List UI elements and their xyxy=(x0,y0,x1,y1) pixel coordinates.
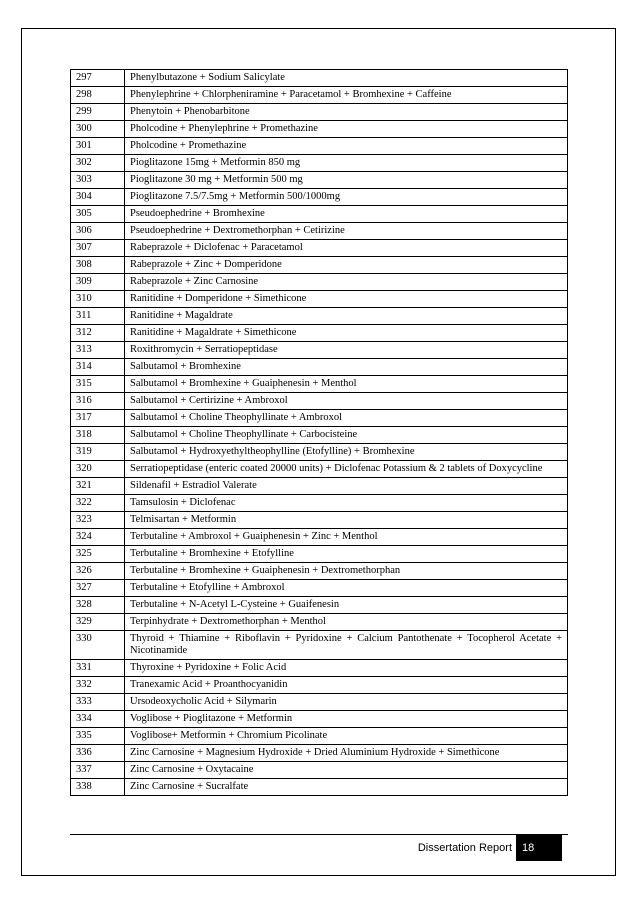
table-row xyxy=(71,342,568,359)
drug-combination: Terbutaline + Ambroxol + Guaiphenesin + Zinc + Menthol xyxy=(125,529,568,546)
table-row xyxy=(71,393,568,410)
table-row xyxy=(71,563,568,580)
table-row xyxy=(71,359,568,376)
row-number: 303 xyxy=(71,172,125,189)
row-number: 307 xyxy=(71,240,125,257)
table-row xyxy=(71,308,568,325)
row-number: 300 xyxy=(71,121,125,138)
row-number: 319 xyxy=(71,444,125,461)
drug-combination: Voglibose+ Metformin + Chromium Picolinate xyxy=(125,728,568,745)
row-number: 326 xyxy=(71,563,125,580)
table-row xyxy=(71,512,568,529)
row-number: 322 xyxy=(71,495,125,512)
row-number: 323 xyxy=(71,512,125,529)
drug-combination: Salbutamol + Bromhexine + Guaiphenesin + Menthol xyxy=(125,376,568,393)
drug-combination: Terpinhydrate + Dextromethorphan + Menthol xyxy=(125,614,568,631)
table-row xyxy=(71,444,568,461)
drug-combination: Terbutaline + Bromhexine + Etofylline xyxy=(125,546,568,563)
drug-combination: Sildenafil + Estradiol Valerate xyxy=(125,478,568,495)
row-number: 327 xyxy=(71,580,125,597)
drug-combination: Rabeprazole + Diclofenac + Paracetamol xyxy=(125,240,568,257)
drug-combination: Ursodeoxycholic Acid + Silymarin xyxy=(125,694,568,711)
row-number: 316 xyxy=(71,393,125,410)
table-body xyxy=(71,70,568,796)
row-number: 315 xyxy=(71,376,125,393)
table-row xyxy=(71,660,568,677)
drug-combination: Terbutaline + N-Acetyl L-Cysteine + Guaifenesin xyxy=(125,597,568,614)
row-number: 338 xyxy=(71,779,125,796)
drug-combination: Telmisartan + Metformin xyxy=(125,512,568,529)
drug-combination: Phenylephrine + Chlorpheniramine + Paracetamol + Bromhexine + Caffeine xyxy=(125,87,568,104)
row-number: 329 xyxy=(71,614,125,631)
table-row xyxy=(71,779,568,796)
row-number: 313 xyxy=(71,342,125,359)
row-number: 301 xyxy=(71,138,125,155)
row-number: 297 xyxy=(71,70,125,87)
drug-combination: Roxithromycin + Serratiopeptidase xyxy=(125,342,568,359)
drug-combination: Pioglitazone 7.5/7.5mg + Metformin 500/1000mg xyxy=(125,189,568,206)
row-number: 298 xyxy=(71,87,125,104)
row-number: 333 xyxy=(71,694,125,711)
drug-combination: Tranexamic Acid + Proanthocyanidin xyxy=(125,677,568,694)
drug-combination: Pioglitazone 30 mg + Metformin 500 mg xyxy=(125,172,568,189)
page-footer xyxy=(70,835,568,862)
table-row xyxy=(71,631,568,660)
table-row xyxy=(71,155,568,172)
row-number: 302 xyxy=(71,155,125,172)
table-row xyxy=(71,104,568,121)
drug-combination: Salbutamol + Certirizine + Ambroxol xyxy=(125,393,568,410)
table-row xyxy=(71,138,568,155)
table-row xyxy=(71,495,568,512)
drug-combination: Pseudoephedrine + Bromhexine xyxy=(125,206,568,223)
table-row xyxy=(71,257,568,274)
row-number: 335 xyxy=(71,728,125,745)
table-row xyxy=(71,291,568,308)
drug-combination: Ranitidine + Magaldrate xyxy=(125,308,568,325)
page-number: 18 xyxy=(516,835,562,861)
table-row xyxy=(71,223,568,240)
table-row xyxy=(71,70,568,87)
footer-title: Dissertation Report xyxy=(417,842,512,854)
row-number: 320 xyxy=(71,461,125,478)
fdc-drug-table xyxy=(70,69,568,796)
table-row xyxy=(71,694,568,711)
drug-combination: Salbutamol + Hydroxyethyltheophylline (Etofylline) + Bromhexine xyxy=(125,444,568,461)
drug-combination: Terbutaline + Bromhexine + Guaiphenesin + Dextromethorphan xyxy=(125,563,568,580)
drug-combination: Ranitidine + Magaldrate + Simethicone xyxy=(125,325,568,342)
row-number: 330 xyxy=(71,631,125,660)
table-row xyxy=(71,745,568,762)
row-number: 318 xyxy=(71,427,125,444)
row-number: 337 xyxy=(71,762,125,779)
row-number: 312 xyxy=(71,325,125,342)
table-row xyxy=(71,580,568,597)
drug-combination: Rabeprazole + Zinc Carnosine xyxy=(125,274,568,291)
drug-combination: Pholcodine + Phenylephrine + Promethazine xyxy=(125,121,568,138)
drug-combination: Salbutamol + Bromhexine xyxy=(125,359,568,376)
table-row xyxy=(71,461,568,478)
table-row xyxy=(71,87,568,104)
row-number: 314 xyxy=(71,359,125,376)
row-number: 308 xyxy=(71,257,125,274)
table-row xyxy=(71,206,568,223)
table-row xyxy=(71,597,568,614)
table-row xyxy=(71,728,568,745)
drug-combination: Terbutaline + Etofylline + Ambroxol xyxy=(125,580,568,597)
drug-combination: Phenytoin + Phenobarbitone xyxy=(125,104,568,121)
table-row xyxy=(71,529,568,546)
drug-combination: Phenylbutazone + Sodium Salicylate xyxy=(125,70,568,87)
row-number: 317 xyxy=(71,410,125,427)
table-row xyxy=(71,240,568,257)
drug-combination: Rabeprazole + Zinc + Domperidone xyxy=(125,257,568,274)
row-number: 311 xyxy=(71,308,125,325)
table-row xyxy=(71,274,568,291)
row-number: 331 xyxy=(71,660,125,677)
table-row xyxy=(71,614,568,631)
drug-combination: Pseudoephedrine + Dextromethorphan + Cetirizine xyxy=(125,223,568,240)
table-row xyxy=(71,189,568,206)
table-row xyxy=(71,172,568,189)
table-row xyxy=(71,410,568,427)
table-row xyxy=(71,427,568,444)
drug-combination: Pioglitazone 15mg + Metformin 850 mg xyxy=(125,155,568,172)
table-row xyxy=(71,711,568,728)
drug-combination: Salbutamol + Choline Theophyllinate + Carbocisteine xyxy=(125,427,568,444)
row-number: 310 xyxy=(71,291,125,308)
drug-combination: Ranitidine + Domperidone + Simethicone xyxy=(125,291,568,308)
drug-combination: Salbutamol + Choline Theophyllinate + Ambroxol xyxy=(125,410,568,427)
row-number: 336 xyxy=(71,745,125,762)
drug-combination: Zinc Carnosine + Sucralfate xyxy=(125,779,568,796)
row-number: 305 xyxy=(71,206,125,223)
row-number: 299 xyxy=(71,104,125,121)
drug-combination: Zinc Carnosine + Oxytacaine xyxy=(125,762,568,779)
row-number: 324 xyxy=(71,529,125,546)
row-number: 328 xyxy=(71,597,125,614)
table-row xyxy=(71,478,568,495)
drug-combination: Serratiopeptidase (enteric coated 20000 units) + Diclofenac Potassium & 2 tablets of Doxycycline xyxy=(125,461,568,478)
row-number: 306 xyxy=(71,223,125,240)
drug-combination: Voglibose + Pioglitazone + Metformin xyxy=(125,711,568,728)
drug-combination: Thyroid + Thiamine + Riboflavin + Pyridoxine + Calcium Pantothenate + Tocopherol Acetate + Nicotinamide xyxy=(125,631,568,660)
drug-combination: Tamsulosin + Diclofenac xyxy=(125,495,568,512)
table-row xyxy=(71,677,568,694)
row-number: 321 xyxy=(71,478,125,495)
row-number: 309 xyxy=(71,274,125,291)
row-number: 334 xyxy=(71,711,125,728)
table-row xyxy=(71,762,568,779)
row-number: 332 xyxy=(71,677,125,694)
table-row xyxy=(71,121,568,138)
row-number: 325 xyxy=(71,546,125,563)
drug-combination: Zinc Carnosine + Magnesium Hydroxide + Dried Aluminium Hydroxide + Simethicone xyxy=(125,745,568,762)
drug-combination: Thyroxine + Pyridoxine + Folic Acid xyxy=(125,660,568,677)
row-number: 304 xyxy=(71,189,125,206)
table-row xyxy=(71,325,568,342)
drug-combination: Pholcodine + Promethazine xyxy=(125,138,568,155)
table-row xyxy=(71,376,568,393)
table-row xyxy=(71,546,568,563)
